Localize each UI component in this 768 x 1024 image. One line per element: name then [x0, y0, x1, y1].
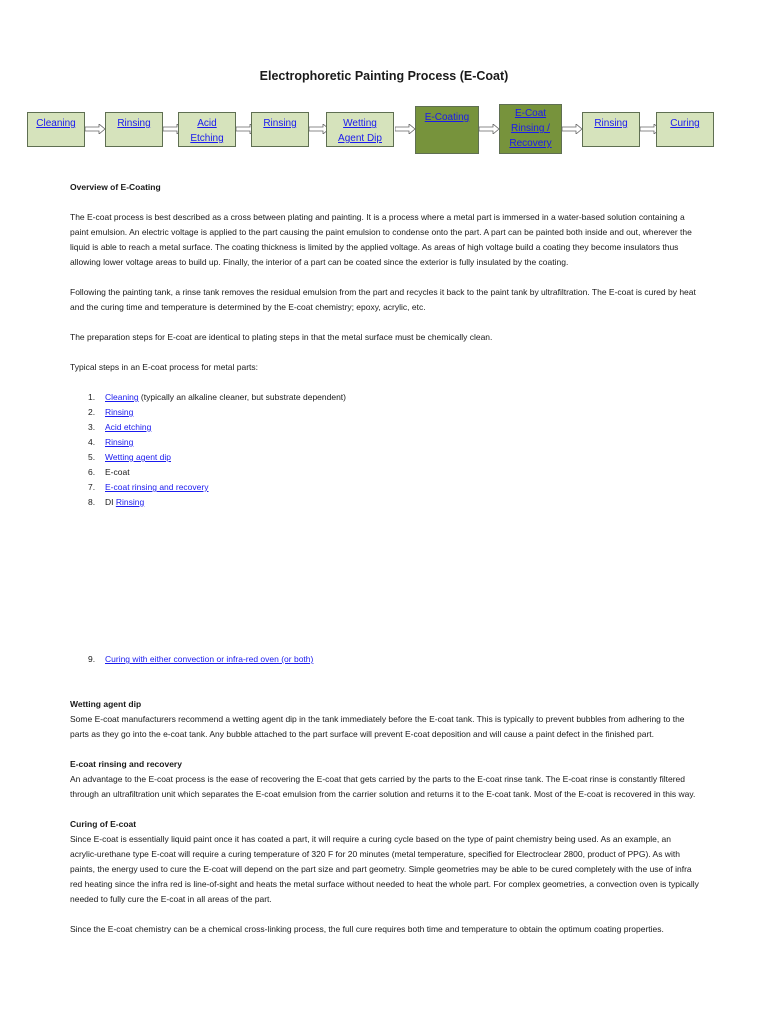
list-item: 1. Cleaning (typically an alkaline cleaner, but substrate dependent) — [88, 392, 346, 402]
curing-paragraph-2: Since the E-coat chemistry can be a chemical cross-linking process, the full cure requires both time and temperature to obtain the optimum coating properties. — [70, 924, 664, 934]
flow-link-e-coating[interactable]: E-Coating — [424, 112, 470, 123]
document-body — [70, 180, 700, 937]
flow-box-rinsing-3 — [582, 112, 640, 147]
list-item: 9. Curing with either convection or infra-red oven (or both) — [88, 654, 314, 664]
step-link[interactable]: Wetting agent dip — [105, 452, 171, 462]
list-item: 4. Rinsing — [88, 437, 134, 447]
flow-box-curing — [656, 112, 714, 147]
flow-box-rinsing-2 — [251, 112, 309, 147]
arrow-right-icon — [395, 124, 415, 134]
list-item: 5. Wetting agent dip — [88, 452, 171, 462]
wetting-heading: Wetting agent dip — [70, 699, 142, 709]
steps-list — [70, 390, 700, 510]
flow-link-acid-etching[interactable]: Acid Etching — [190, 118, 224, 144]
list-item: 7. E-coat rinsing and recovery — [88, 482, 209, 492]
arrow-right-icon — [479, 124, 499, 134]
step-link[interactable]: Cleaning — [105, 392, 139, 402]
wetting-paragraph: Some E-coat manufacturers recommend a wetting agent dip in the tank immediately before the E-coat tank. This is typically to prevent bubbles from adhering to the parts as they go into the e-coat tank. Any bubble attached to the part surface will prevent E-coat deposition and will cause a paint defect in the finished part. — [70, 714, 685, 739]
step-link[interactable]: Rinsing — [115, 497, 145, 507]
overview-paragraph-1: The E-coat process is best described as a cross between plating and painting. It is a process where a metal part is immersed in a water-based solution containing a paint emulsion. An electric voltage is applied to the part causing the paint emulsion to condense onto the part. A part can be painted both inside and out, wherever the liquid is able to reach a metal surface. The coating thickness is limited by the applied voltage. As areas of high voltage build a coating they become insulators thus allowing lower voltage areas to build up. Finally, the interior of a part can be coated since the exterior is fully insulated by the coating. — [70, 212, 692, 267]
step-link[interactable]: E-coat rinsing and recovery — [105, 482, 209, 492]
rinsing-heading: E-coat rinsing and recovery — [70, 759, 182, 769]
flow-box-wetting-agent-dip — [326, 112, 394, 147]
overview-heading: Overview of E-Coating — [70, 182, 161, 192]
flow-link-rinsing-1[interactable]: Rinsing — [117, 118, 151, 129]
process-flow-diagram — [0, 0, 768, 160]
flow-link-wetting-agent-dip[interactable]: Wetting Agent Dip — [338, 118, 382, 144]
curing-heading: Curing of E-coat — [70, 819, 137, 829]
list-item: 6. E-coat — [88, 467, 130, 477]
flow-box-e-coating — [415, 106, 479, 154]
step-link[interactable]: Rinsing — [105, 407, 134, 417]
flow-link-e-coat-rinsing-recovery[interactable]: E-Coat Rinsing / Recovery — [509, 108, 552, 149]
flow-box-rinsing-1 — [105, 112, 163, 147]
arrow-right-icon — [85, 124, 105, 134]
rinsing-paragraph: An advantage to the E-coat process is the ease of recovering the E-coat that gets carried by the parts to the E-coat rinse tank. The E-coat rinse is constantly filtered through an ultrafiltration unit which separates the E-coat emulsion from the carrier solution and returns it to the E-coat tank. Most of the E-coat is recovered in this way. — [70, 774, 696, 799]
step-link[interactable]: Curing with either convection or infra-red oven (or both) — [105, 654, 314, 664]
overview-paragraph-3: The preparation steps for E-coat are identical to plating steps in that the metal surface must be chemically clean. — [70, 332, 493, 342]
step-link[interactable]: Acid etching — [105, 422, 152, 432]
flow-box-acid-etching — [178, 112, 236, 147]
overview-paragraph-2: Following the painting tank, a rinse tank removes the residual emulsion from the part and recycles it back to the paint tank by ultrafiltration. The E-coat is cured by heat and the curing time and temperature is determined by the E-coat chemistry; epoxy, acrylic, etc. — [70, 287, 696, 312]
flow-link-curing[interactable]: Curing — [670, 118, 700, 129]
overview-paragraph-4: Typical steps in an E-coat process for metal parts: — [70, 362, 259, 372]
flow-link-rinsing-3[interactable]: Rinsing — [594, 118, 628, 129]
document-title: Electrophoretic Painting Process (E-Coat) — [259, 69, 509, 83]
arrow-right-icon — [562, 124, 582, 134]
steps-list-continued — [70, 652, 700, 667]
curing-paragraph: Since E-coat is essentially liquid paint once it has coated a part, it will require a curing cycle based on the type of paint chemistry being used. As an example, an acrylic-urethane type E-coat will require a curing temperature of 320 F for 20 minutes (metal temperature, specified for Electroclear 2800, product of PPG). As with paints, the energy used to cure the E-coat will depend on the part size and part geometry. Simple geometries may be able to be cured completely with the use of infra red heating since the infra red is line-of-sight and heats the metal surface without needed to heat the whole part. For complex geometries, a convection oven is typically needed to fully cure the E-coat in all areas of the part. — [70, 834, 699, 904]
list-item: 2. Rinsing — [88, 407, 134, 417]
list-item: 8. DI Rinsing — [88, 497, 145, 507]
flow-box-cleaning — [27, 112, 85, 147]
step-link[interactable]: Rinsing — [105, 437, 134, 447]
flow-link-cleaning[interactable]: Cleaning — [36, 118, 76, 129]
list-item: 3. Acid etching — [88, 422, 152, 432]
flow-box-e-coat-rinsing-recovery — [499, 104, 562, 154]
flow-link-rinsing-2[interactable]: Rinsing — [263, 118, 297, 129]
